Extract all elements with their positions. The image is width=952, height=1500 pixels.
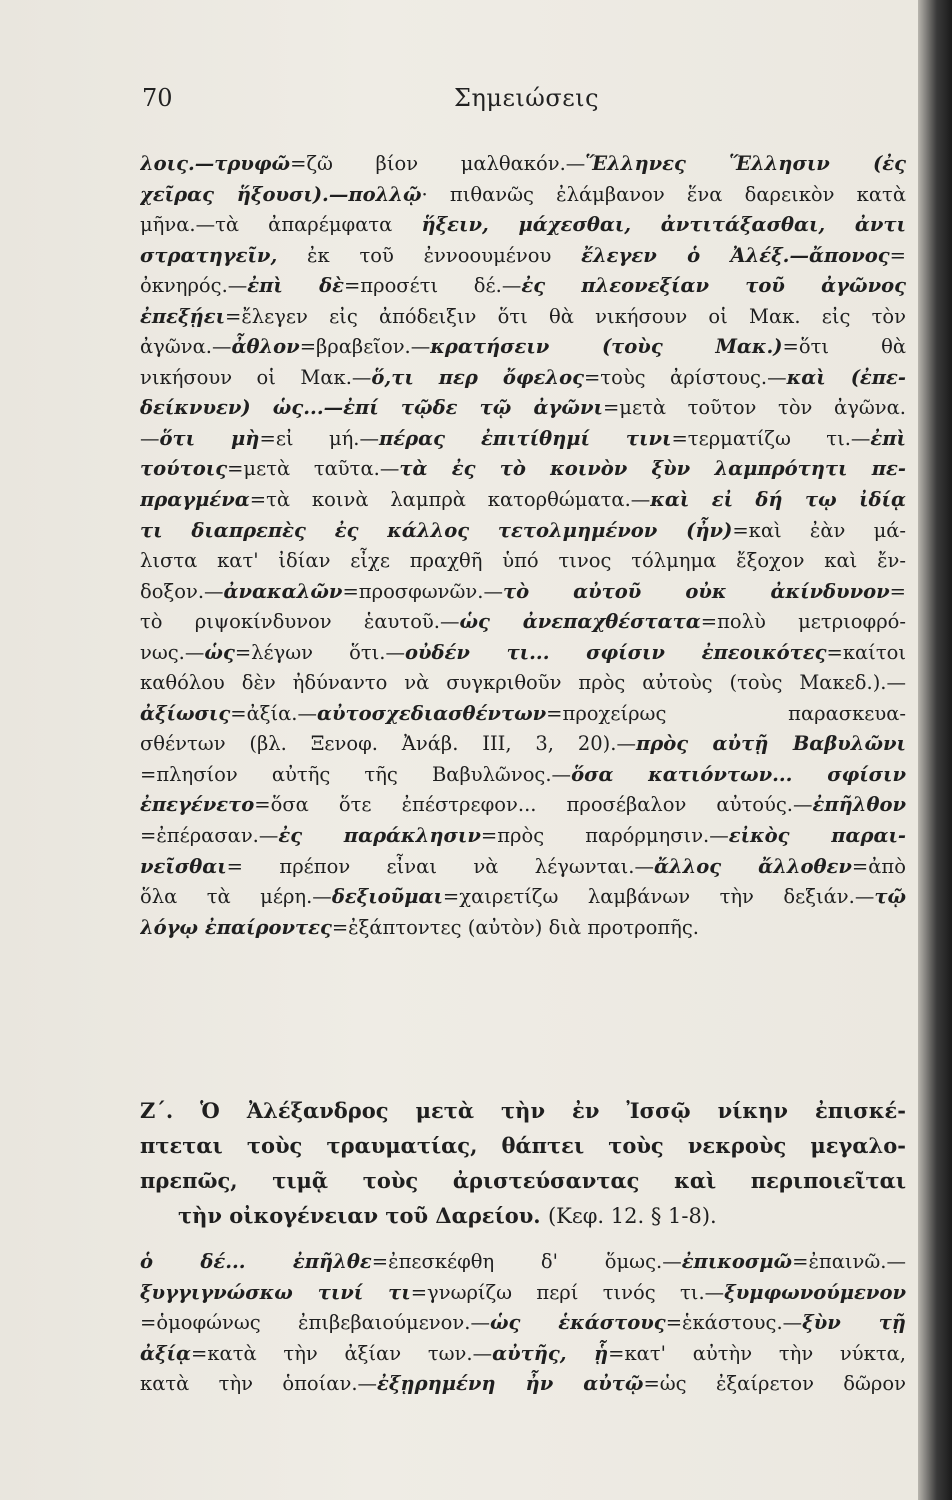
gloss-text: τὸ ριψοκίνδυνον ἑαυτοῦ.—	[140, 610, 460, 634]
text-line	[140, 760, 906, 791]
lemma-term: ἐπὶ δὲ	[247, 274, 344, 298]
lemma-term: ἐς πλεονεξίαν τοῦ ἀγῶνος	[521, 274, 906, 298]
text-line	[140, 638, 906, 669]
gloss-text: =γνωρίζω περί τινός τι.—	[410, 1280, 725, 1304]
text-line	[140, 149, 906, 180]
text-line	[140, 1278, 906, 1309]
gloss-text: =καίτοι	[826, 640, 906, 664]
lemma-term: ξὺν τῇ	[802, 1311, 906, 1335]
text-line	[140, 729, 906, 760]
section-notes-body	[140, 1247, 906, 1400]
lemma-term: τῷ	[874, 885, 906, 909]
lemma-term: ἐπῆλθον	[812, 793, 906, 817]
gloss-text: = πρέπον εἶναι νὰ λέγωνται.—	[226, 854, 654, 878]
lemma-term: ὡς	[204, 640, 235, 664]
lemma-term: ἆθλον	[231, 335, 300, 359]
section-heading-line: Ζ΄. Ὁ Ἀλέξανδρος μετὰ τὴν ἐν Ἰσσῷ νίκην ἐπισκέ-	[140, 1098, 906, 1123]
lemma-term: ξυμφωνούμενον	[724, 1280, 906, 1304]
gloss-text: καθόλου δὲν ἠδύναντο νὰ συγκριθοῦν πρὸς αὐτοὺς (τοὺς Μακεδ.).—	[140, 671, 906, 695]
gloss-text: =καὶ ἐὰν μά-	[732, 518, 906, 542]
lemma-term: κρατήσειν (τοὺς Μακ.)	[430, 335, 783, 359]
lemma-term: ὅτι μὴ	[159, 426, 260, 450]
gloss-text: · πιθανῶς ἐλάμβανον ἕνα δαρεικὸν κατὰ	[421, 182, 906, 206]
gloss-text: =ὅσα ὅτε ἐπέστρεφον... προσέβαλον αὐτούς.—	[254, 793, 813, 817]
gloss-text: =ἔλεγεν εἰς ἀπόδειξιν ὅτι θὰ νικήσουν οἱ Μακ. εἰς τὸν	[225, 304, 906, 328]
lemma-term: ἐξῃρημένη ἦν αὐτῷ	[377, 1372, 644, 1396]
lemma-term: ἐς παράκλησιν	[278, 824, 481, 848]
gloss-text: =πλησίον αὐτῆς τῆς Βαβυλῶνος.—	[140, 762, 572, 786]
gloss-text: =ἀπὸ	[851, 854, 906, 878]
text-line	[140, 271, 906, 302]
gloss-text: ἐκ τοῦ ἐννοουμένου	[277, 243, 582, 267]
lemma-term: οὐδέν τι... σφίσιν ἐπεοικότες	[404, 640, 827, 664]
lemma-term: ἐπεξῄει	[140, 304, 225, 328]
lemma-term: τὰ ἐς τὸ κοινὸν ξὺν λαμπρότητι πε-	[399, 457, 906, 481]
lemma-term: καὶ εἰ δή τῳ ἰδίᾳ	[650, 488, 906, 512]
gloss-text: νως.—	[140, 640, 205, 664]
gloss-text: =χαιρετίζω λαμβάνων τὴν δεξιάν.—	[442, 885, 875, 909]
gloss-text: =εἰ μή.—	[259, 426, 380, 450]
lemma-term: δεξιοῦμαι	[331, 885, 443, 909]
running-title: Σημειώσεις	[454, 84, 600, 112]
text-line	[140, 699, 906, 730]
lemma-term: ὁ δέ... ἐπῆλθε	[140, 1250, 372, 1273]
lemma-term: αὐτῆς, ᾗ	[492, 1341, 609, 1365]
gloss-text: =τερματίζω τι.—	[671, 426, 871, 450]
lemma-term: Ἕλληνες Ἕλλησιν (ἐς	[585, 152, 906, 175]
text-line	[140, 790, 906, 821]
gloss-text: =κατὰ τὴν ἀξίαν των.—	[191, 1341, 493, 1365]
lemma-term: αὐτοσχεδιασθέντων	[317, 701, 547, 725]
chapter-reference: (Κεφ. 12. § 1-8).	[547, 1204, 717, 1228]
text-line	[140, 546, 906, 577]
lemma-term: πέρας ἐπιτίθημί τινι	[379, 426, 672, 450]
lemma-term: ἔλεγεν ὁ Ἀλέξ.—ἄπονος	[581, 243, 890, 267]
lemma-term: ἥξειν, μάχεσθαι, ἀντιτάξασθαι, ἀντι	[421, 213, 906, 237]
gloss-text: =πολὺ μετριοφρό-	[700, 610, 906, 634]
lemma-term: δείκνυεν) ὡς...—ἐπί τῷδε τῷ ἀγῶνι	[140, 396, 603, 420]
text-line	[140, 852, 906, 883]
gloss-text: =	[889, 243, 906, 267]
lemma-term: ξυγγιγνώσκω τινί τι	[140, 1280, 411, 1304]
gloss-text: δοξον.—	[140, 579, 224, 603]
gloss-text: —	[140, 426, 160, 450]
gloss-text: σθέντων (βλ. Ξενοφ. Ἀνάβ. III, 3, 20).—	[140, 732, 636, 756]
gloss-text: =κατ' αὐτὴν τὴν νύκτα,	[608, 1341, 906, 1365]
lemma-term: ὡς ἀνεπαχθέστατα	[459, 610, 701, 634]
text-line	[140, 302, 906, 333]
lemma-term: ἐπικοσμῶ	[681, 1250, 793, 1273]
lemma-term: πρὸς αὐτῇ Βαβυλῶνι	[635, 732, 906, 756]
gloss-text: =ὅτι θὰ	[782, 335, 906, 359]
gloss-text: =ζῶ βίον μαλθακόν.—	[290, 152, 586, 175]
gloss-text: =πρὸς παρόρμησιν.—	[480, 824, 729, 848]
text-line	[140, 454, 906, 485]
lemma-term: στρατηγεῖν,	[140, 243, 278, 267]
gloss-text: =ἀξία.—	[230, 701, 318, 725]
lemma-term: ἐπεγένετο	[140, 793, 255, 817]
text-line	[140, 1369, 906, 1400]
text-line	[140, 1308, 906, 1339]
lemma-term: ἀξίᾳ	[140, 1341, 191, 1365]
lemma-term: τούτοις	[140, 457, 228, 481]
text-line	[140, 393, 906, 424]
gloss-text: =ἑκάστους.—	[665, 1311, 803, 1335]
text-line	[140, 577, 906, 608]
page-number: 70	[142, 84, 173, 112]
lemma-term: τὸ αὐτοῦ οὐκ ἀκίνδυνον	[503, 579, 890, 603]
gloss-text: =προσφωνῶν.—	[342, 579, 503, 603]
lemma-term: ἄλλος ἄλλοθεν	[653, 854, 852, 878]
gloss-text: =ἐπεσκέφθη δ' ὅμως.—	[371, 1250, 682, 1273]
gloss-text: =προχείρως παρασκευα-	[546, 701, 906, 725]
text-line	[140, 668, 906, 699]
lemma-term: ὅσα κατιόντων... σφίσιν	[571, 762, 906, 786]
lemma-term: πραγμένα	[140, 488, 250, 512]
lemma-term: λόγῳ ἐπαίροντες	[140, 915, 332, 939]
gloss-text: μῆνα.—τὰ ἀπαρέμφατα	[140, 213, 422, 237]
lemma-term: λοις.—τρυφῶ	[140, 152, 291, 175]
gloss-text: =μετὰ ταῦτα.—	[227, 457, 400, 481]
gloss-text: =λέγων ὅτι.—	[234, 640, 405, 664]
gloss-text: ὀκνηρός.—	[140, 274, 248, 298]
lemma-term: νεῖσθαι	[140, 854, 227, 878]
section-heading-line: πρεπῶς, τιμᾷ τοὺς ἀριστεύσαντας καὶ περιποιεῖται	[140, 1168, 906, 1193]
gloss-text: =ὡς ἐξαίρετον δῶρον	[643, 1372, 906, 1396]
section-heading-text: τὴν οἰκογένειαν τοῦ Δαρείου.	[178, 1203, 541, 1228]
section-heading-last-line	[140, 1198, 906, 1233]
lemma-term: ἐπὶ	[870, 426, 906, 450]
gloss-text: =ἐπέρασαν.—	[140, 824, 279, 848]
gloss-text: =τὰ κοινὰ λαμπρὰ κατορθώματα.—	[249, 488, 651, 512]
lemma-term: εἰκὸς παραι-	[728, 824, 906, 848]
gloss-text: νικήσουν οἱ Μακ.—	[140, 365, 372, 389]
gloss-text: ἀγῶνα.—	[140, 335, 232, 359]
text-line	[140, 607, 906, 638]
gloss-text: =τοὺς ἀρίστους.—	[583, 365, 787, 389]
lemma-term: χεῖρας ἥξουσι).—πολλῷ	[140, 182, 422, 206]
lemma-term: τι διαπρεπὲς ἐς κάλλος τετολμημένον (ἦν)	[140, 518, 733, 542]
text-line	[140, 210, 906, 241]
text-line	[140, 332, 906, 363]
text-line	[140, 363, 906, 394]
gloss-text: κατὰ τὴν ὁποίαν.—	[140, 1372, 378, 1396]
gloss-text: =ὁμοφώνως ἐπιβεβαιούμενον.—	[140, 1311, 490, 1335]
gloss-text: =μετὰ τοῦτον τὸν ἀγῶνα.	[602, 396, 906, 420]
gloss-text: =	[889, 579, 906, 603]
text-line	[140, 882, 906, 913]
lemma-term: ὡς ἑκάστους	[489, 1311, 666, 1335]
gloss-text: ὅλα τὰ μέρη.—	[140, 885, 332, 909]
text-line	[140, 913, 906, 944]
section-heading	[140, 1093, 906, 1233]
gloss-text: =βραβεῖον.—	[299, 335, 431, 359]
section-heading-line: πτεται τοὺς τραυματίας, θάπτει τοὺς νεκροὺς μεγαλο-	[140, 1133, 906, 1158]
gloss-text: =ἐπαινῶ.—	[792, 1250, 906, 1273]
text-line	[140, 485, 906, 516]
text-line	[140, 424, 906, 455]
lemma-term: ὅ,τι περ ὄφελος	[371, 365, 584, 389]
lemma-term: ἀνακαλῶν	[223, 579, 343, 603]
text-line	[140, 1247, 906, 1278]
text-line	[140, 516, 906, 547]
text-line	[140, 241, 906, 272]
gloss-text: =προσέτι δέ.—	[343, 274, 522, 298]
lemma-term: καὶ (ἐπε-	[786, 365, 906, 389]
gloss-text: =ἐξάπτοντες (αὐτὸν) διὰ προτροπῆς.	[331, 915, 699, 939]
text-line	[140, 1339, 906, 1370]
gloss-text: λιστα κατ' ἰδίαν εἶχε πραχθῆ ὑπό τινος τόλμημα ἔξοχον καὶ ἔν-	[140, 549, 906, 573]
text-line	[140, 821, 906, 852]
notes-body	[140, 149, 906, 943]
text-line	[140, 180, 906, 211]
lemma-term: ἀξίωσις	[140, 701, 231, 725]
page-header	[142, 84, 902, 118]
book-spine-edge	[918, 0, 952, 1500]
